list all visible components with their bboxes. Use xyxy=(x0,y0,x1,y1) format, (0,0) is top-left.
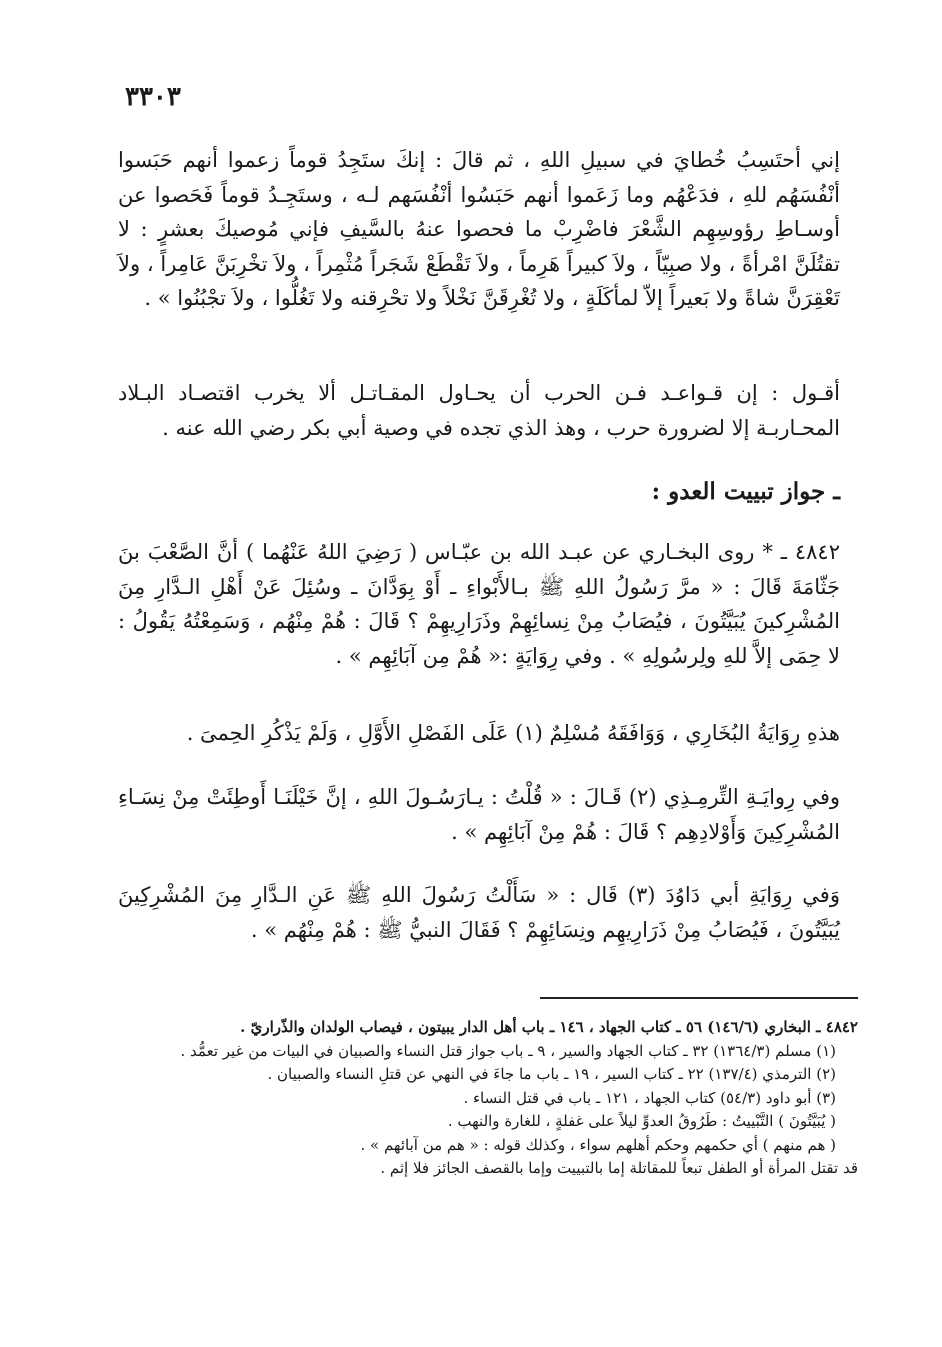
paragraph-bukhari-note: هذهِ رِوَايَةُ البُخَارِي ، وَوَافَقَهُ مُسْلِمٌ (١) عَلَى الفَصْلِ الأَوَّلِ ، وَلَمْ يَذْكُرِ الحِمىَ . xyxy=(186,721,840,745)
footnote-gloss-tabyeet: ( يُبَيَّتُونَ ) التَّبْييتُ : طَرُوقُ العدوِّ ليلاً على غفلةٍ ، للغارة والنهب . xyxy=(447,1112,836,1130)
footnote-ruling: قد تقتل المرأة أو الطفل تبعاً للمقاتلة إما بالتبييت وإما بالقصف الجائز فلا إثم . xyxy=(380,1159,858,1177)
paragraph-author-comment: أقـول : إن قـواعـد فـن الحرب أن يحـاول المقـاتـل ألا يخرب اقتصـاد البـلاد المحـاربـة إلا لضرورة حرب ، وهذ الذي تجده في وصية أبي بكر رضي الله عنه . xyxy=(118,381,840,440)
footnote-2: (٢) الترمذي (١٣٧/٤) ٢٢ ـ كتاب السير ، ١٩ ـ باب ما جاءَ في النهي عن قتلِ النساء والصبيان . xyxy=(267,1065,836,1083)
paragraph-abu-bakr-advice: إني أحتَسِبُ خُطايَ في سبيلِ اللهِ ، ثم قالَ : إنكَ ستَجِدُ قوماً زعموا أنهم حَبَسوا أنْفُسَهُم للهِ ، فدَعْهُم وما زَعَموا أنهم حَبَسُوا أنْفُسَهم لـه ، وستَجِـدُ قوماً فَحَصوا عن أوسـاطِ رؤوسِهِم الشَّعْرَ فاضْرِبْ ما فحصوا عنهُ بالسَّيفِ فإني مُوصيكَ بعشرٍ : لا تقتُلَنَّ امْرأةً ، ولا صبِيّاً ، ولاَ كبيراً هَرِماً ، ولاَ تَقْطَعْ شَجَراً مُثْمِراً ، ولاَ تخْرِبَنَّ عَامِراً ، ولاَ تَعْقِرَنَّ شاةً ولا بَعيراً إلاّ لمأكَلَةٍ ، ولا تُغْرِقَنَّ نَخْلاً ولا تحْرِقنه ولا تَغُلُّوا ، ولاَ تجْبُنُوا » . xyxy=(118,148,840,310)
footnote-divider xyxy=(540,997,858,999)
paragraph-hadith-4842: ٤٨٤٢ ـ * روى البخـاري عن عبـد الله بن عبّـاس ( رَضِيَ اللهُ عَنْهُما ) أنَّ الصَّعْبَ بنَ جَثّامَةَ قَالَ : « مرَّ رَسُولُ اللهِ ﷺ بـالأَبْواءِ ـ أَوْ بِوَدَّانَ ـ وسُئِلَ عَنْ أَهْلِ الـدَّارِ مِنَ المُشْرِكينَ يُبَيَّتُونَ ، فيُصَابُ مِنْ نِسائِهِمْ وذَرَارِيهِمْ ؟ قَالَ : هُمْ مِنْهُم ، وَسَمِعْتُهُ يَقُولُ : لا حِمَى إلاَّ للهِ ولِرسُولِهِ » . وفي رِوَايَةٍ :« هُمْ مِن آبَائِهِم » . xyxy=(118,540,840,668)
footnote-1: (١) مسلم (١٣٦٤/٣) ٣٢ ـ كتاب الجهاد والسير ، ٩ ـ باب جواز قتل النساء والصبيان في البيات من غير تعمُّد . xyxy=(180,1041,836,1060)
page-number: ٣٣٠٣ xyxy=(125,82,181,112)
footnote-3: (٣) أبو داود (٥٤/٣) كتاب الجهاد ، ١٢١ ـ باب في قتل النساء . xyxy=(463,1088,836,1107)
footnote-gloss-hum-minhum: ( هم منهم ) أي حكمهم وحكم أهلهم سواء ، وكذلك قوله : « هم من آبائهم » . xyxy=(360,1135,836,1154)
footnote-source-4842: ٤٨٤٢ ـ البخاري (١٤٦/٦) ٥٦ ـ كتاب الجهاد ، ١٤٦ ـ باب أهل الدار يبيتون ، فيصاب الولدان والذّراريّ . xyxy=(240,1018,858,1036)
paragraph-abu-dawud-narration: وَفي رِوَايَةِ أبي دَاوُدَ (٣) قَال : « سَأَلْتُ رَسُولَ اللهِ ﷺ عَنِ الـدَّارِ مِنَ المُشْرِكِينَ يُبَيَّتُونَ ، فَيُصَابُ مِنْ ذَرَارِيهِم ونِسَائِهِمْ ؟ فَقَالَ النبيُّ ﷺ : هُمْ مِنْهُم » . xyxy=(118,883,840,942)
footnotes-block xyxy=(118,1016,858,1181)
section-heading: ـ جواز تبييت العدو : xyxy=(651,478,840,505)
paragraph-tirmidhi-narration: وفي رِوايَـةِ التِّرمِـذِي (٢) قَـالَ : « قُلْتُ : يـارَسُـولَ اللهِ ، إنَّ خَيْلَنَـا أَوطِئَتْ مِنْ نِسَـاءِ المُشْرِكِينَ وَأَوْلادِهِم ؟ قَالَ : هُمْ مِنْ آبَائِهِم » . xyxy=(118,785,840,844)
